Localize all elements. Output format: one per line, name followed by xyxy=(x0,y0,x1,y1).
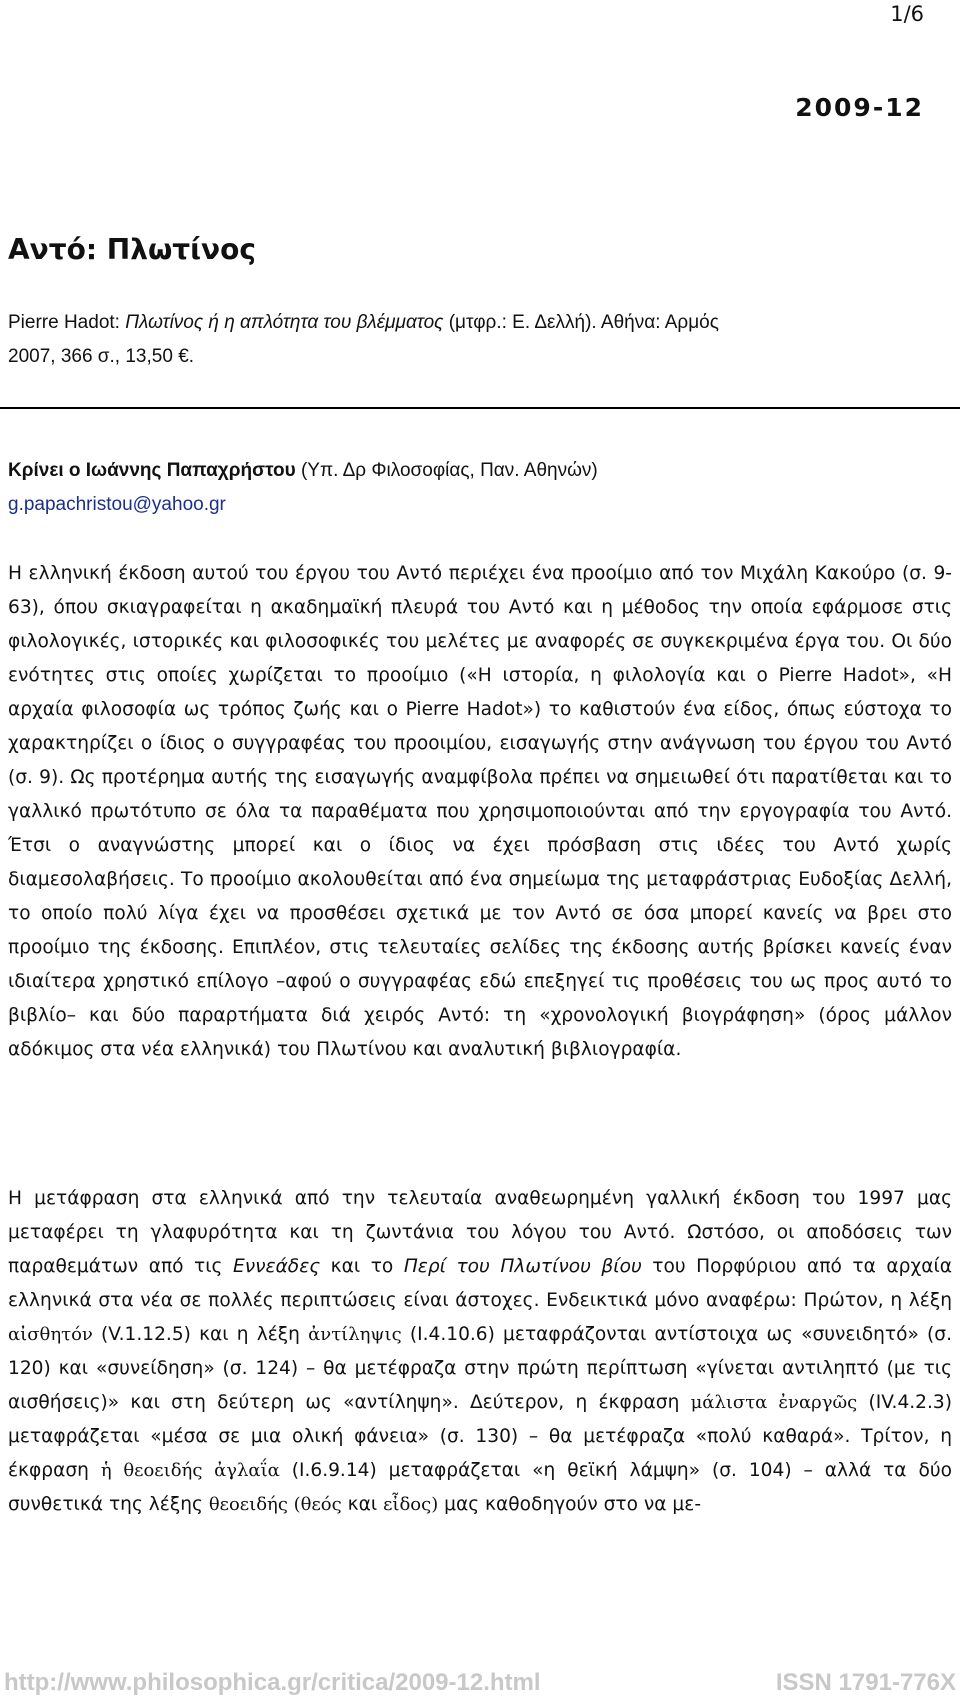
text-segment: μας καθοδηγούν στο να με- xyxy=(438,1494,702,1515)
text-segment: (I.6.9.14) μεταφράζεται «η θεϊκή λάμψη» (σ. 104) – αλλά τα δύο συνθετικά της λέξης xyxy=(8,1460,952,1515)
footer-url-link[interactable]: http://www.philosophica.gr/critica/2009-12.html xyxy=(4,1669,541,1696)
text-segment: (V.1.12.5) και η λέξη xyxy=(92,1324,309,1345)
ancient-greek-term: αἰσθητόν xyxy=(8,1324,93,1345)
text-segment: του Πορφύριου από τα αρχαία ελληνικά στα νέα σε πολλές περιπτώσεις είναι άστοχες. Ενδεικτικά μόνο αναφέρω: Πρώτον, η λέξη xyxy=(8,1256,952,1311)
bibliographic-reference xyxy=(8,306,948,374)
article-title: Αντό: Πλωτίνος xyxy=(8,233,256,266)
ancient-greek-term: ἀντίληψις xyxy=(308,1324,402,1345)
body-paragraph-1: Η ελληνική έκδοση αυτού του έργου του Αντό περιέχει ένα προοίμιο από τον Μιχάλη Κακούρο (σ. 9-63), όπου σκιαγραφείται η ακαδημαϊκή πλευρά του Αντό και η μέθοδος την οποία εφάρμοσε στις φιλολογικές, ιστορικές και φιλοσοφικές του μελέτες με αναφορές σε συγκεκριμένα έργα του. Οι δύο ενότητες στις οποίες χωρίζεται το προοίμιο («Η ιστορία, η φιλολογία και ο Pierre Hadot», «Η αρχαία φιλοσοφία ως τρόπος ζωής και ο Pierre Hadot») το καθιστούν ένα είδος, όπως εύστοχα το χαρακτηρίζει ο ίδιος ο συγγραφέας του προοιμίου, εισαγωγής στην ανάγνωση του έργου του Αντό (σ. 9). Ως προτέρημα αυτής της εισαγωγής αναμφίβολα πρέπει να σημειωθεί ότι παρατίθεται και το γαλλικό πρωτότυπο σε όλα τα παραθέματα που χρησιμοποιούνται από την εργογραφία του Αντό. Έτσι ο αναγνώστης μπορεί και ο ίδιος να έχει πρόσβαση στις ιδέες του Αντό χωρίς διαμεσολαβήσεις. Το προοίμιο ακολουθείται από ένα σημείωμα της μεταφράστριας Ευδοξίας Δελλή, το οποίο πολύ λίγα έχει να προσθέσει σχετικά με τον Αντό σε όσα μπορεί κανείς να βρει στο προοίμιο της έκδοσης. Επιπλέον, στις τελευταίες σελίδες της έκδοσης αυτής βρίσκει κανείς έναν ιδιαίτερα χρηστικό επίλογο –αφού ο συγγραφέας εδώ επεξηγεί τις προθέσεις του ως προς αυτό το βιβλίο– και δύο παραρτήματα διά χειρός Αντό: τη «χρονολογική βιογράφηση» (όρος μάλλον αδόκιμος στα νέα ελληνικά) του Πλωτίνου και αναλυτική βιβλιογραφία. xyxy=(8,563,952,1060)
horizontal-divider xyxy=(0,407,960,409)
page-number: 1/6 xyxy=(890,2,924,26)
book-author: Pierre Hadot: xyxy=(8,312,126,333)
ancient-greek-term: εἶδος) xyxy=(383,1494,439,1515)
text-segment: (IV.4.2.3) μεταφράζεται «μέσα σε μια ολική φάνεια» (σ. 130) – θα μετέφραζα «πολύ καθαρά». Τρίτον, η έκφραση xyxy=(8,1392,953,1481)
footer-issn: ISSN 1791-776X xyxy=(775,1669,956,1696)
text-segment: και το xyxy=(320,1256,404,1277)
reviewer-affiliation: (Υπ. Δρ Φιλοσοφίας, Παν. Αθηνών) xyxy=(295,460,598,481)
enneads-title: Εννεάδες xyxy=(232,1256,321,1277)
body-paragraph-2 xyxy=(8,1182,952,1522)
book-title: Πλωτίνος ή η απλότητα του βλέμματος xyxy=(125,312,444,333)
text-segment: (I.4.10.6) μεταφράζονται αντίστοιχα ως «συνειδητό» (σ. 120) και «συνείδηση» (σ. 124) – θα μετέφραζα στην πρώτη περίπτωση «γίνεται αντιληπτό (με τις αισθήσεις)» και στη δεύτερη ως «αντίληψη». Δεύτερον, η έκφραση xyxy=(8,1324,952,1413)
reviewer-info xyxy=(8,454,948,522)
publication-details-2: 2007, 366 σ., 13,50 €. xyxy=(8,346,195,367)
ancient-greek-term: θεοειδής (θεός xyxy=(208,1494,342,1515)
publication-details: (μτφρ.: Ε. Δελλή). Αθήνα: Αρμός xyxy=(443,312,719,333)
text-segment: και xyxy=(341,1494,384,1515)
reviewer-name: Κρίνει ο Ιωάννης Παπαχρήστου xyxy=(8,460,296,481)
ancient-greek-term: ἡ θεοειδής ἀγλαΐα xyxy=(100,1460,280,1481)
reviewer-email-link[interactable]: g.papachristou@yahoo.gr xyxy=(8,494,226,515)
ancient-greek-term: μάλιστα ἐναργῶς xyxy=(690,1392,858,1413)
text-segment: Η μετάφραση στα ελληνικά από την τελευταία αναθεωρημένη γαλλική έκδοση του 1997 μας μεταφέρει τη γλαφυρότητα και τη ζωντάνια του λόγου του Αντό. Ωστόσο, οι αποδόσεις των παραθεμάτων από τις xyxy=(8,1188,952,1277)
issue-date: 2009-12 xyxy=(795,93,924,122)
vita-plotini-title: Περί του Πλωτίνου βίου xyxy=(403,1256,642,1277)
